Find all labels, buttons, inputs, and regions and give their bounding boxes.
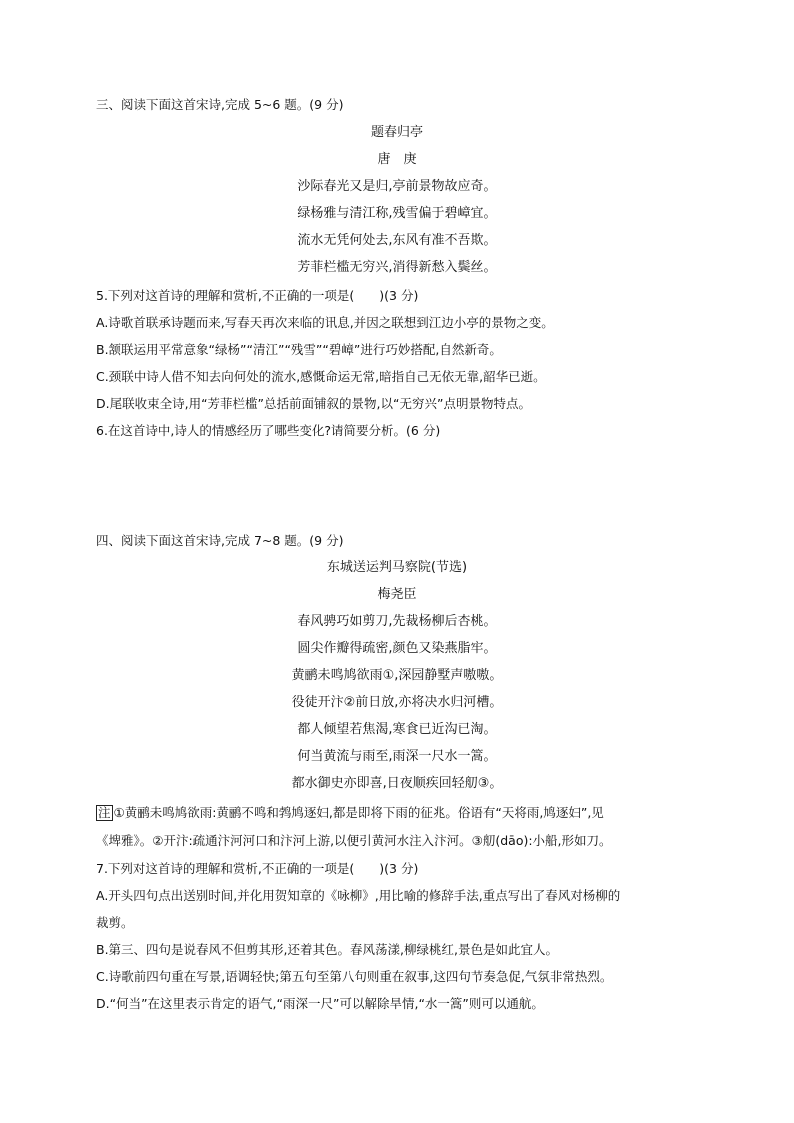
question5-stem: 5.下列对这首诗的理解和赏析,不正确的一项是( )(3 分) <box>96 288 419 303</box>
section3-poem-line: 沙际春光又是归,亭前景物故应奇。 <box>297 179 497 194</box>
section4-poem-line: 圆尖作瓣得疏密,颜色又染燕脂牢。 <box>297 641 497 656</box>
section3-poem-line: 绿杨雅与清江称,残雪偏于碧嶂宜。 <box>297 206 497 221</box>
section4-poem-line: 都人倾望若焦渴,寒食已近沟已淘。 <box>297 722 497 737</box>
section4-poem-line: 春风骋巧如剪刀,先裁杨柳后杏桃。 <box>297 614 497 629</box>
section3-heading: 三、阅读下面这首宋诗,完成 5~6 题。(9 分) <box>96 97 344 112</box>
section4-author: 梅尧臣 <box>377 587 417 602</box>
question6-stem: 6.在这首诗中,诗人的情感经历了哪些变化?请简要分析。(6 分) <box>96 423 441 438</box>
section4-heading: 四、阅读下面这首宋诗,完成 7~8 题。(9 分) <box>96 533 344 548</box>
annotation-text-1: ①黄鹂未鸣鸠欲雨:黄鹂不鸣和鹁鸠逐妇,都是即将下雨的征兆。俗语有“天将雨,鸠逐妇”,见 <box>113 805 604 820</box>
annotation-text-2: 《埤雅》。②开汴:疏通汴河河口和汴河上游,以便引黄河水注入汴河。③舠(dāo):小船,形如刀。 <box>96 833 612 848</box>
section4-poem-line: 何当黄流与雨至,雨深一尺水一篙。 <box>297 749 497 764</box>
annotation <box>96 805 604 821</box>
section3-author: 唐 庚 <box>377 152 417 167</box>
question7-option-a: A.开头四句点出送别时间,并化用贺知章的《咏柳》,用比喻的修辞手法,重点写出了春风对杨柳的 <box>96 888 621 903</box>
question5-option-c: C.颈联中诗人借不知去向何处的流水,感慨命运无常,暗指自己无依无靠,韶华已逝。 <box>96 369 546 384</box>
section4-poem-line: 黄鹂未鸣鸠欲雨①,深园静墅声嗷嗷。 <box>291 668 503 683</box>
section3-poem-line: 芳菲栏槛无穷兴,消得新愁入鬓丝。 <box>297 260 497 275</box>
question7-option-a-cont: 裁剪。 <box>96 915 134 930</box>
section4-poem-title: 东城送运判马察院(节选) <box>326 560 468 575</box>
section3-poem-title: 题春归亭 <box>370 125 423 140</box>
annotation-mark: 注 <box>98 805 111 820</box>
question7-stem: 7.下列对这首诗的理解和赏析,不正确的一项是( )(3 分) <box>96 861 419 876</box>
question7-option-c: C.诗歌前四句重在写景,语调轻快;第五句至第八句则重在叙事,这四句节奏急促,气氛非常热烈。 <box>96 969 613 984</box>
question5-option-b: B.颔联运用平常意象“绿杨”“清江”“残雪”“碧嶂”进行巧妙搭配,自然新奇。 <box>96 342 502 357</box>
question5-option-a: A.诗歌首联承诗题而来,写春天再次来临的讯息,并因之联想到江边小亭的景物之变。 <box>96 315 554 330</box>
section4-poem-line: 役徒开汴②前日放,亦将决水归河槽。 <box>291 695 503 710</box>
question7-option-d: D.“何当”在这里表示肯定的语气,“雨深一尺”可以解除旱情,“水一篙”则可以通航。 <box>96 996 544 1011</box>
question7-option-b: B.第三、四句是说春风不但剪其形,还着其色。春风荡漾,柳绿桃红,景色是如此宜人。 <box>96 942 558 957</box>
section4-poem-line: 都水御史亦即喜,日夜顺疾回轻舠③。 <box>291 776 503 791</box>
section3-poem-line: 流水无凭何处去,东风有准不吾欺。 <box>297 233 497 248</box>
question5-option-d: D.尾联收束全诗,用“芳菲栏槛”总括前面铺叙的景物,以“无穷兴”点明景物特点。 <box>96 396 531 411</box>
